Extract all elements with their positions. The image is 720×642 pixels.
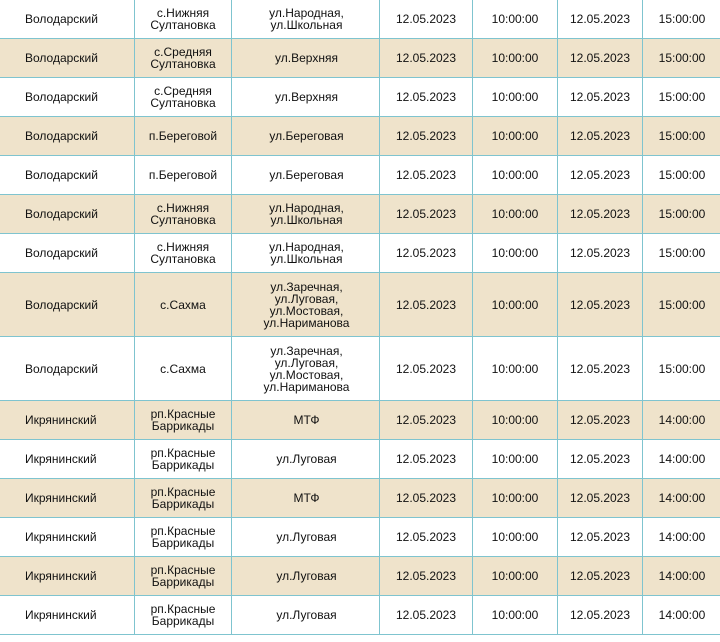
street-line: ул.Школьная [270, 213, 343, 227]
street-line: ул.Школьная [270, 18, 343, 32]
table-row [0, 156, 720, 195]
streets-cell [232, 195, 380, 234]
date-end-cell: 12.05.2023 [558, 234, 643, 273]
time-end-cell: 15:00:00 [643, 78, 720, 117]
time-end-cell: 14:00:00 [643, 596, 720, 635]
street-line: ул.Нариманова [263, 379, 350, 394]
street-line: ул.Народная, [269, 6, 344, 20]
date-start-cell: 12.05.2023 [380, 195, 473, 234]
time-end-cell: 14:00:00 [643, 401, 720, 440]
district-cell: Володарский [0, 195, 135, 234]
time-start-cell: 10:00:00 [473, 401, 558, 440]
date-start-cell: 12.05.2023 [380, 39, 473, 78]
district-cell: Володарский [0, 156, 135, 195]
date-start-cell: 12.05.2023 [380, 0, 473, 39]
street-line: ул.Береговая [269, 168, 344, 182]
street-line: ул.Мостовая, [269, 367, 344, 382]
time-end-cell: 14:00:00 [643, 518, 720, 557]
streets-cell [232, 0, 380, 39]
table-row [0, 596, 720, 635]
streets-cell [232, 401, 380, 440]
settlement-cell: рп.Красные Баррикады [135, 401, 232, 440]
date-end-cell: 12.05.2023 [558, 39, 643, 78]
time-start-cell: 10:00:00 [473, 518, 558, 557]
time-start-cell: 10:00:00 [473, 39, 558, 78]
date-start-cell: 12.05.2023 [380, 479, 473, 518]
district-cell: Володарский [0, 337, 135, 401]
district-cell: Икрянинский [0, 596, 135, 635]
streets-cell [232, 117, 380, 156]
street-line: ул.Народная, [269, 201, 344, 215]
date-start-cell: 12.05.2023 [380, 440, 473, 479]
time-start-cell: 10:00:00 [473, 557, 558, 596]
date-end-cell: 12.05.2023 [558, 195, 643, 234]
settlement-cell: п.Береговой [135, 156, 232, 195]
street-line: ул.Луговая [276, 530, 337, 544]
time-start-cell: 10:00:00 [473, 234, 558, 273]
table-row [0, 273, 720, 337]
settlement-cell: п.Береговой [135, 117, 232, 156]
streets-cell [232, 234, 380, 273]
table-row [0, 479, 720, 518]
date-start-cell: 12.05.2023 [380, 234, 473, 273]
table-row [0, 234, 720, 273]
table-row [0, 195, 720, 234]
table-row [0, 337, 720, 401]
table-row [0, 117, 720, 156]
street-line: ул.Луговая [276, 569, 337, 583]
district-cell: Володарский [0, 273, 135, 337]
date-end-cell: 12.05.2023 [558, 596, 643, 635]
date-end-cell: 12.05.2023 [558, 479, 643, 518]
time-start-cell: 10:00:00 [473, 78, 558, 117]
settlement-cell: рп.Красные Баррикады [135, 596, 232, 635]
district-cell: Володарский [0, 39, 135, 78]
district-cell: Икрянинский [0, 557, 135, 596]
date-start-cell: 12.05.2023 [380, 156, 473, 195]
time-start-cell: 10:00:00 [473, 273, 558, 337]
streets-cell [232, 557, 380, 596]
date-start-cell: 12.05.2023 [380, 557, 473, 596]
streets-cell [232, 78, 380, 117]
table-row [0, 39, 720, 78]
date-start-cell: 12.05.2023 [380, 78, 473, 117]
time-start-cell: 10:00:00 [473, 156, 558, 195]
settlement-cell: с.Средняя Султановка [135, 78, 232, 117]
date-start-cell: 12.05.2023 [380, 518, 473, 557]
table-row [0, 557, 720, 596]
district-cell: Володарский [0, 78, 135, 117]
time-start-cell: 10:00:00 [473, 117, 558, 156]
time-end-cell: 14:00:00 [643, 557, 720, 596]
date-start-cell: 12.05.2023 [380, 273, 473, 337]
time-start-cell: 10:00:00 [473, 195, 558, 234]
settlement-cell: рп.Красные Баррикады [135, 479, 232, 518]
street-line: МТФ [293, 491, 320, 505]
table-row [0, 518, 720, 557]
streets-cell [232, 518, 380, 557]
street-line: ул.Верхняя [275, 51, 338, 65]
time-end-cell: 15:00:00 [643, 337, 720, 401]
time-end-cell: 15:00:00 [643, 195, 720, 234]
time-end-cell: 15:00:00 [643, 39, 720, 78]
streets-cell [232, 596, 380, 635]
time-start-cell: 10:00:00 [473, 596, 558, 635]
street-line: ул.Луговая [276, 608, 337, 622]
settlement-cell: с.Средняя Султановка [135, 39, 232, 78]
street-line: ул.Луговая, [274, 291, 339, 306]
date-start-cell: 12.05.2023 [380, 117, 473, 156]
street-line: ул.Школьная [270, 252, 343, 266]
date-start-cell: 12.05.2023 [380, 596, 473, 635]
settlement-cell: с.Нижняя Султановка [135, 195, 232, 234]
streets-cell [232, 479, 380, 518]
district-cell: Володарский [0, 117, 135, 156]
settlement-cell: с.Сахма [135, 337, 232, 401]
time-end-cell: 14:00:00 [643, 440, 720, 479]
street-line: ул.Береговая [269, 129, 344, 143]
streets-cell [232, 273, 380, 337]
date-start-cell: 12.05.2023 [380, 401, 473, 440]
district-cell: Икрянинский [0, 479, 135, 518]
district-cell: Икрянинский [0, 518, 135, 557]
date-end-cell: 12.05.2023 [558, 156, 643, 195]
street-line: ул.Заречная, [270, 279, 343, 294]
settlement-cell: с.Сахма [135, 273, 232, 337]
street-line: ул.Мостовая, [269, 303, 344, 318]
street-line: ул.Верхняя [275, 90, 338, 104]
date-end-cell: 12.05.2023 [558, 401, 643, 440]
streets-cell [232, 440, 380, 479]
street-line: ул.Луговая [276, 452, 337, 466]
table-row [0, 78, 720, 117]
date-end-cell: 12.05.2023 [558, 78, 643, 117]
time-end-cell: 15:00:00 [643, 156, 720, 195]
settlement-cell: рп.Красные Баррикады [135, 557, 232, 596]
date-end-cell: 12.05.2023 [558, 273, 643, 337]
district-cell: Володарский [0, 234, 135, 273]
settlement-cell: рп.Красные Баррикады [135, 440, 232, 479]
time-start-cell: 10:00:00 [473, 440, 558, 479]
settlement-cell: с.Нижняя Султановка [135, 234, 232, 273]
street-line: ул.Луговая, [274, 355, 339, 370]
time-end-cell: 15:00:00 [643, 117, 720, 156]
district-cell: Володарский [0, 0, 135, 39]
streets-cell [232, 39, 380, 78]
streets-cell [232, 156, 380, 195]
streets-cell [232, 337, 380, 401]
time-end-cell: 14:00:00 [643, 479, 720, 518]
district-cell: Икрянинский [0, 440, 135, 479]
table-row [0, 401, 720, 440]
time-end-cell: 15:00:00 [643, 234, 720, 273]
date-end-cell: 12.05.2023 [558, 557, 643, 596]
date-end-cell: 12.05.2023 [558, 337, 643, 401]
date-end-cell: 12.05.2023 [558, 117, 643, 156]
date-end-cell: 12.05.2023 [558, 440, 643, 479]
street-line: ул.Народная, [269, 240, 344, 254]
settlement-cell: с.Нижняя Султановка [135, 0, 232, 39]
street-line: ул.Нариманова [263, 315, 350, 330]
date-end-cell: 12.05.2023 [558, 518, 643, 557]
street-line: МТФ [293, 413, 320, 427]
time-end-cell: 15:00:00 [643, 0, 720, 39]
district-cell: Икрянинский [0, 401, 135, 440]
time-start-cell: 10:00:00 [473, 479, 558, 518]
street-line: ул.Заречная, [270, 343, 343, 358]
table-row [0, 440, 720, 479]
time-start-cell: 10:00:00 [473, 337, 558, 401]
table-row [0, 0, 720, 39]
time-end-cell: 15:00:00 [643, 273, 720, 337]
time-start-cell: 10:00:00 [473, 0, 558, 39]
date-end-cell: 12.05.2023 [558, 0, 643, 39]
settlement-cell: рп.Красные Баррикады [135, 518, 232, 557]
date-start-cell: 12.05.2023 [380, 337, 473, 401]
